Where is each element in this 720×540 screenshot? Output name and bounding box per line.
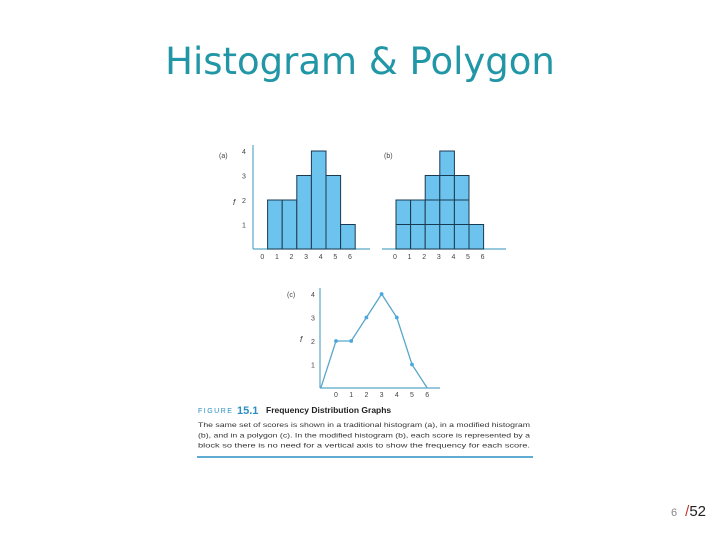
panel-b-block (454, 225, 469, 250)
panel-b-block (411, 225, 426, 250)
panel-b-block (425, 225, 440, 250)
panel-b-block (440, 200, 455, 225)
panel-c-point (380, 292, 384, 296)
panel-b-label: (b) (384, 153, 393, 160)
panel-c-label: (c) (287, 292, 296, 299)
figure-caption-line: The same set of scores is shown in a traditional histogram (a), in a modified histogram (198, 422, 530, 429)
panel-b-block (454, 176, 469, 201)
panel-b-block (469, 225, 484, 250)
page-current: 6 (671, 507, 678, 519)
panel-c-y-tick-label: 2 (311, 339, 315, 346)
panel-a-x-tick-label: 6 (347, 254, 352, 261)
panel-a-bar (326, 176, 341, 250)
panel-b-block (396, 225, 411, 250)
panel-a-bar (311, 151, 326, 249)
panel-b-block (440, 225, 455, 250)
panel-a-x-tick-label: 0 (260, 254, 265, 261)
panel-b-x-tick-label: 6 (480, 254, 485, 261)
panel-a-bar (341, 225, 356, 250)
panel-b-block (454, 200, 469, 225)
panel-b-x-tick-label: 4 (451, 254, 456, 261)
panel-b-x-tick-label: 5 (466, 254, 470, 261)
panel-a-y-tick-label: 3 (242, 173, 246, 181)
panel-a-x-tick-label: 4 (318, 254, 323, 261)
panel-c-point (349, 339, 353, 343)
panel-c-ylabel: f (300, 335, 303, 344)
panel-a-label: (a) (219, 153, 228, 160)
panel-c-point (365, 316, 369, 320)
panel-a-bar (282, 200, 297, 249)
slide-title: Histogram & Polygon (165, 40, 555, 83)
panel-a-y-tick-label: 2 (242, 198, 246, 205)
figure-number: 15.1 (237, 405, 259, 417)
figure-caption-line: block so there is no need for a vertical axis to show the frequency for each score. (198, 442, 531, 450)
panel-b-x-tick-label: 0 (393, 254, 397, 261)
figure-title: Frequency Distribution Graphs (266, 405, 392, 415)
panel-a-bar (268, 200, 283, 249)
panel-b-block (425, 176, 440, 201)
figure-caption-line: (b), and in a polygon (c). In the modified histogram (b), each score is represented by a (198, 432, 531, 440)
panel-a-x-tick-label: 2 (289, 254, 294, 261)
panel-c-x-tick-label: 1 (349, 392, 354, 399)
panel-b-x-tick-label: 3 (436, 254, 441, 261)
panel-a-x-tick-label: 1 (274, 254, 279, 261)
panel-b-block (411, 200, 426, 225)
panel-c-x-tick-label: 5 (410, 392, 414, 399)
panel-b-block (425, 200, 440, 225)
panel-c-y-tick-label: 4 (311, 292, 315, 299)
panel-a-y-tick-label: 4 (242, 149, 246, 156)
panel-c-x-tick-label: 6 (425, 392, 430, 399)
panel-a-y-tick-label: 1 (242, 222, 246, 230)
panel-c-y-tick-label: 3 (311, 315, 315, 323)
panel-a-x-tick-label: 3 (304, 254, 309, 261)
panel-b-x-tick-label: 1 (407, 254, 412, 261)
panel-c-point (334, 339, 338, 343)
panel-b-block (396, 200, 411, 225)
panel-b-block (440, 151, 455, 176)
panel-a-x-tick-label: 5 (333, 254, 338, 261)
figure-label-prefix: FIGURE (198, 408, 234, 415)
panel-c-x-tick-label: 3 (379, 392, 384, 399)
page-total: 52 (689, 503, 706, 520)
panel-c-x-tick-label: 4 (394, 392, 399, 399)
panel-b-block (440, 176, 455, 201)
panel-c-point (410, 363, 414, 367)
page-separator: / (685, 503, 690, 520)
panel-c-x-tick-label: 2 (364, 392, 369, 399)
panel-b-x-tick-label: 2 (422, 254, 427, 261)
panel-c-y-tick-label: 1 (311, 362, 315, 370)
panel-a-bar (297, 176, 312, 250)
page-number (671, 503, 706, 520)
panel-c-point (395, 316, 399, 320)
panel-c-x-tick-label: 0 (334, 392, 338, 399)
panel-a-ylabel: f (233, 198, 236, 207)
